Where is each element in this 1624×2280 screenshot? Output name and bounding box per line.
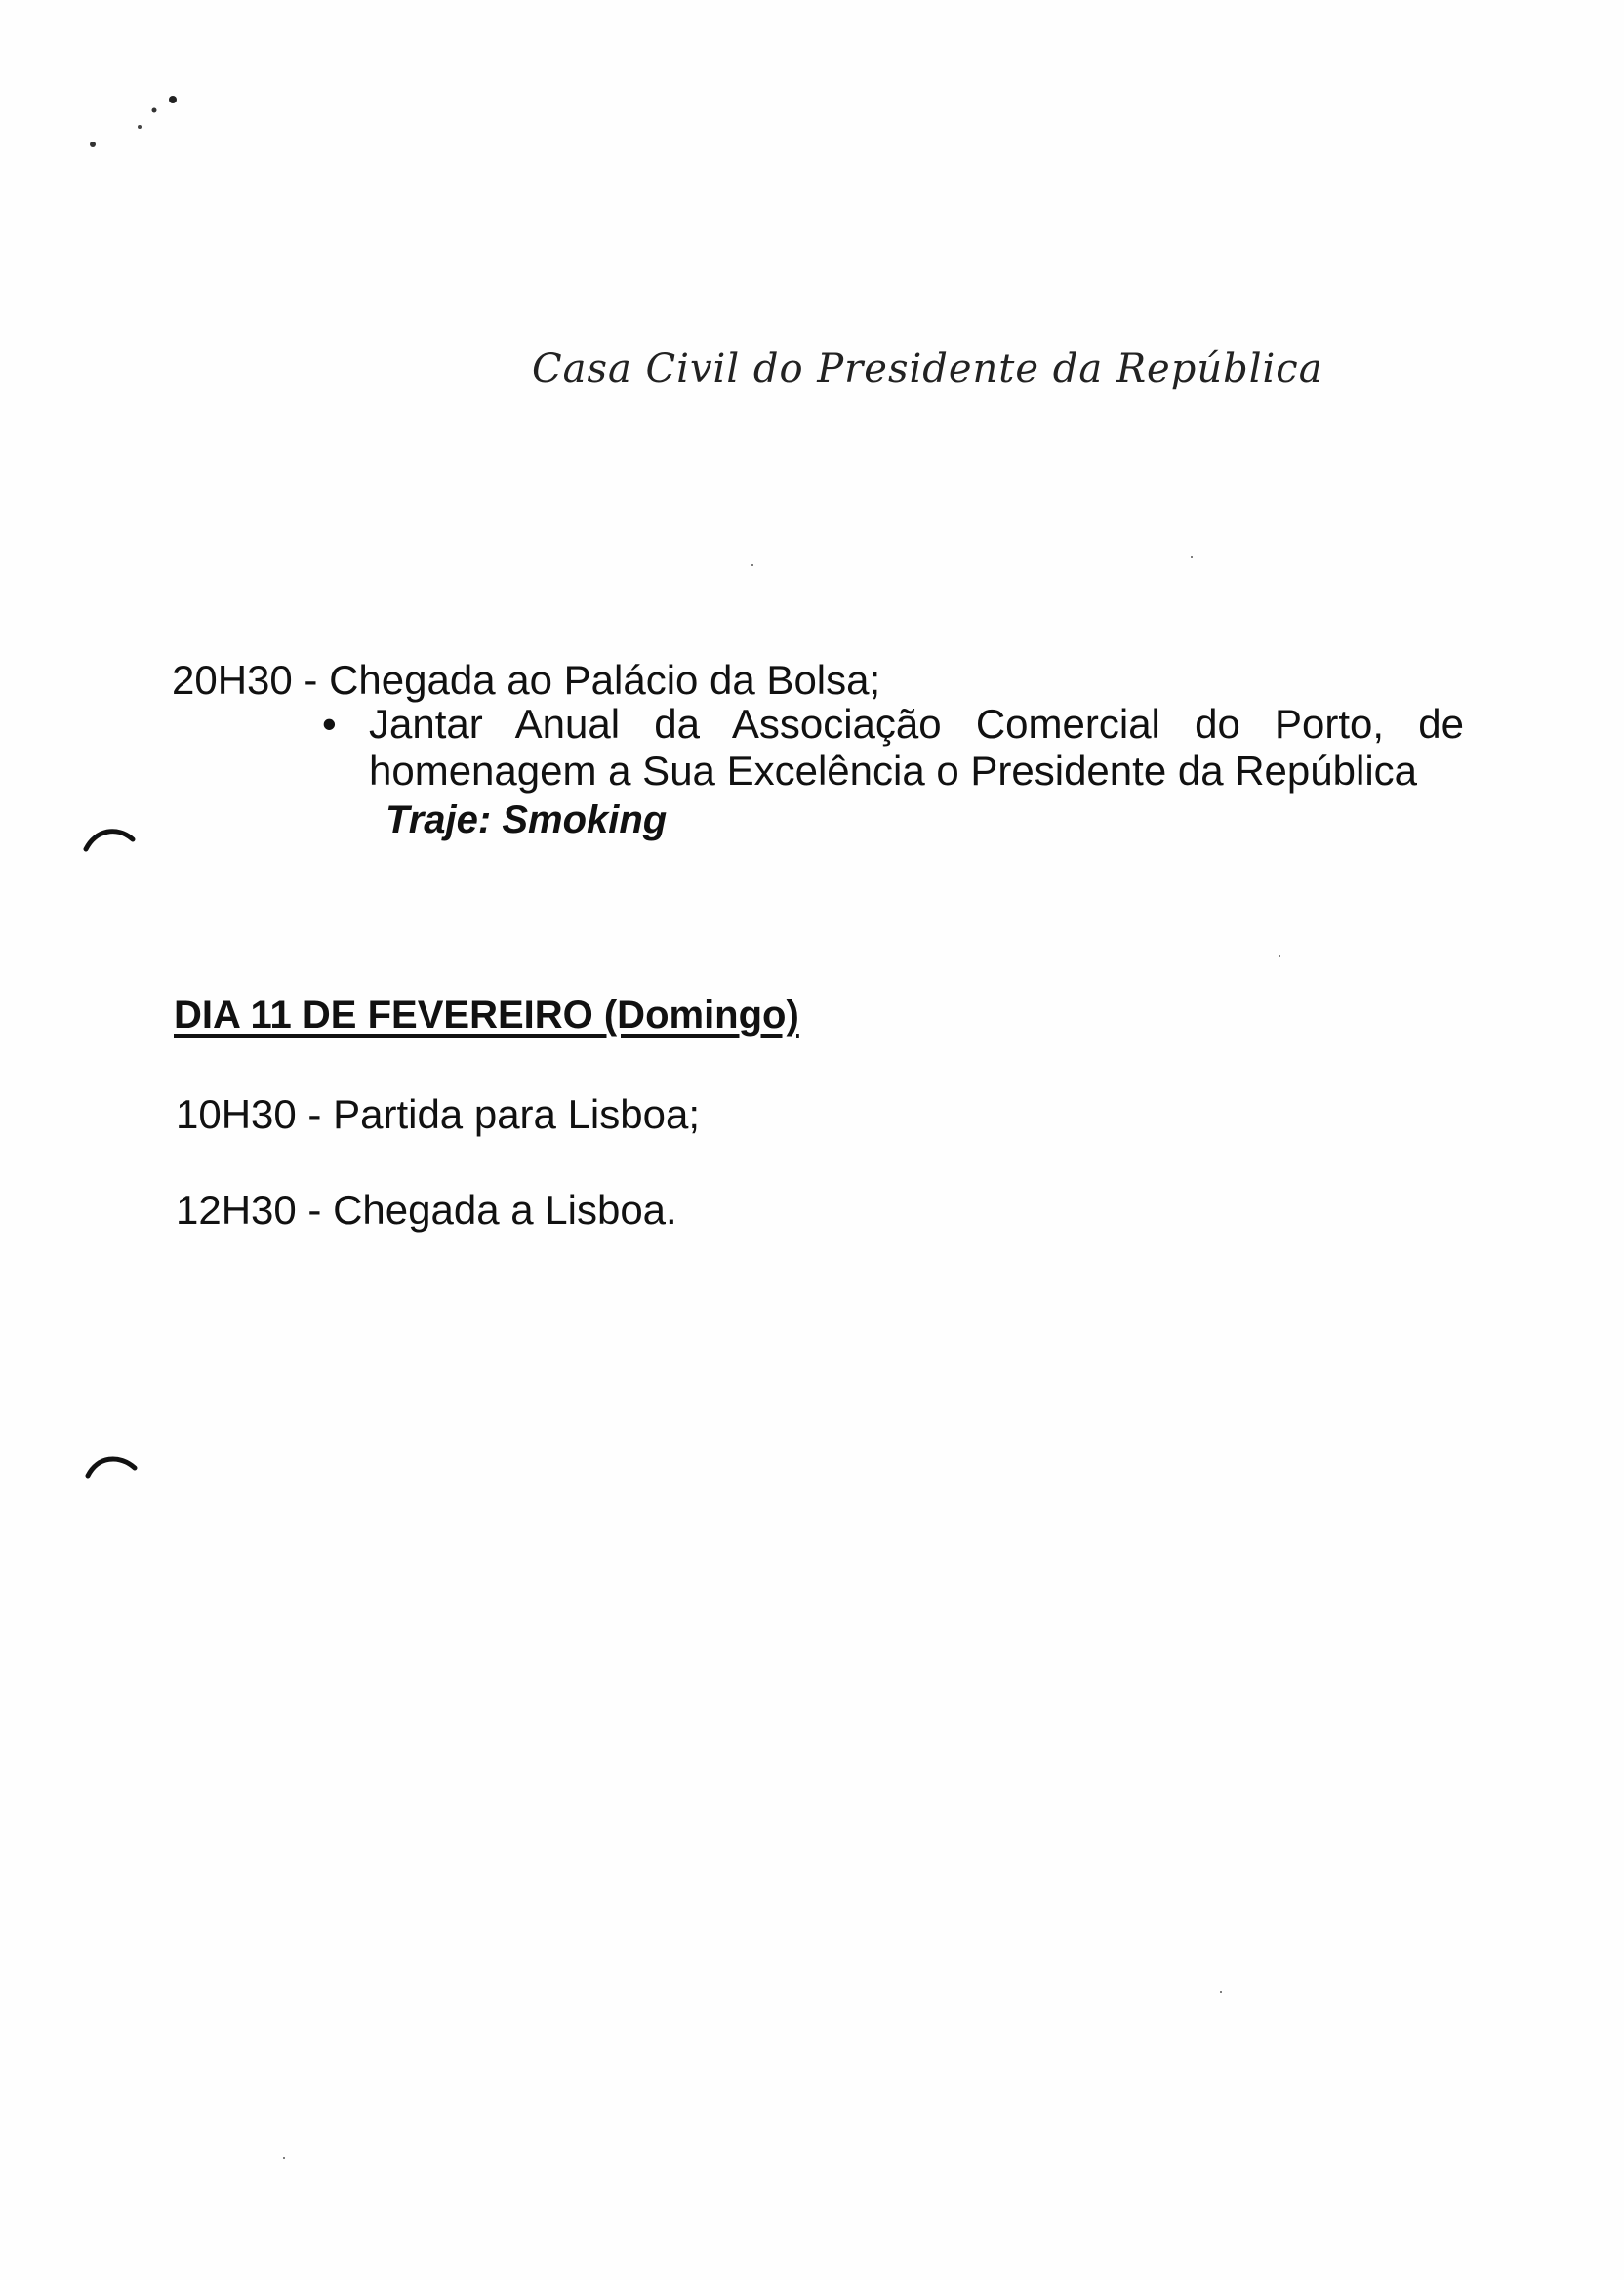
entry-bullet <box>322 701 1464 794</box>
schedule-entry-1230 <box>176 1186 677 1235</box>
letterhead: Casa Civil do Presidente da República <box>532 346 1323 391</box>
scan-dust <box>1220 1991 1222 1993</box>
entry-separator: - <box>296 1187 334 1233</box>
day-heading: DIA 11 DE FEVEREIRO (Domingo) <box>174 994 799 1037</box>
entry-separator: - <box>296 1091 334 1137</box>
dress-code: Traje: Smoking <box>386 798 668 841</box>
entry-time: 12H30 <box>176 1187 297 1233</box>
scan-dust <box>751 564 753 566</box>
scan-dust <box>283 2157 285 2159</box>
entry-text: Chegada ao Palácio da Bolsa; <box>329 657 881 703</box>
scan-dust <box>1191 556 1193 558</box>
entry-text: Partida para Lisboa; <box>333 1091 701 1137</box>
schedule-entry-2030 <box>172 656 880 705</box>
hole-punch-mark-lower <box>84 1446 142 1486</box>
hole-punch-mark-upper <box>82 818 141 857</box>
schedule-entry-1030 <box>176 1090 700 1139</box>
scan-dust <box>1279 955 1280 957</box>
bullet-icon: • <box>322 701 337 747</box>
entry-time: 10H30 <box>176 1091 297 1137</box>
entry-time: 20H30 <box>172 657 293 703</box>
entry-text: Chegada a Lisboa. <box>333 1187 677 1233</box>
bullet-text: Jantar Anual da Associação Comercial do Porto, de homenagem a Sua Excelência o Presidente da República <box>369 701 1464 794</box>
scan-specks <box>78 83 195 171</box>
entry-separator: - <box>292 657 330 703</box>
